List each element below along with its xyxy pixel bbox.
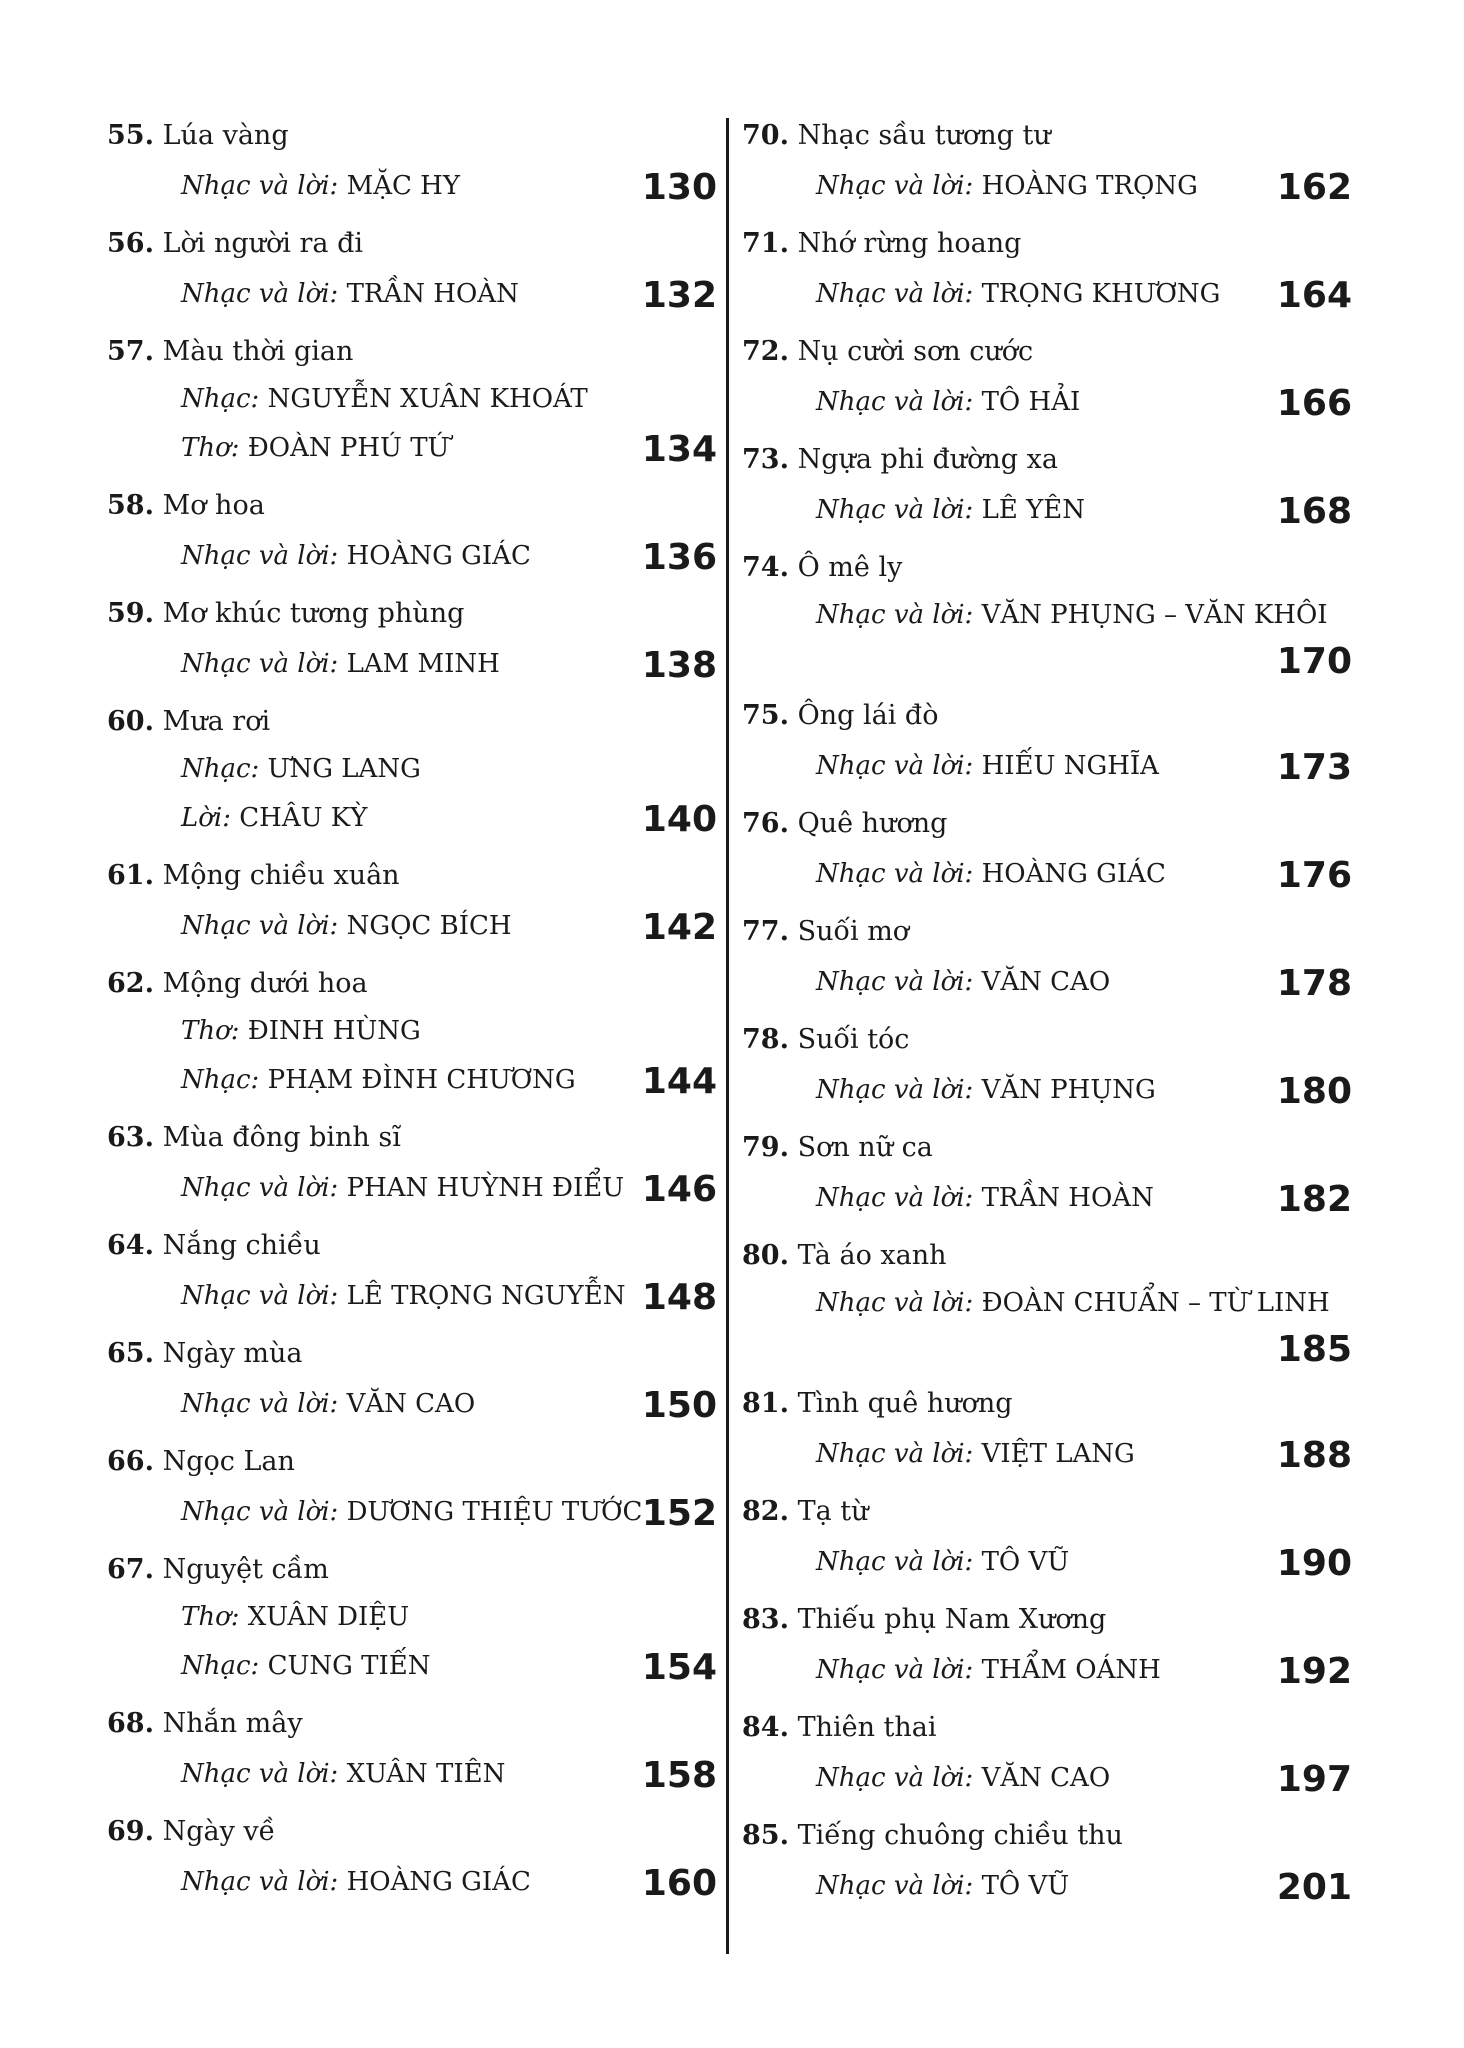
- entry-title: Mơ khúc tương phùng: [162, 598, 465, 629]
- entry-title-line: [742, 328, 1352, 376]
- toc-entry: [107, 482, 717, 582]
- page-number: 190: [1276, 1543, 1352, 1584]
- page-number: 178: [1276, 963, 1352, 1004]
- entry-title-line: [107, 112, 717, 160]
- credit-name: XUÂN TIÊN: [346, 1759, 506, 1789]
- credit-line: [107, 900, 717, 952]
- page-number: 162: [1276, 167, 1352, 208]
- toc-entry: [742, 1380, 1352, 1480]
- entry-title-line: [742, 1380, 1352, 1428]
- credit-line: [742, 1536, 1352, 1588]
- toc-entry: [742, 112, 1352, 212]
- credit-line: [742, 1860, 1352, 1912]
- credit-name: TÔ VŨ: [981, 1871, 1070, 1901]
- page-number: 136: [641, 537, 717, 578]
- entry-number: 61.: [107, 860, 154, 891]
- credit-line: [107, 1640, 717, 1692]
- credit-line: [107, 792, 717, 844]
- credit-name: PHAN HUỲNH ĐIỂU: [346, 1173, 625, 1203]
- entry-title: Ông lái đò: [797, 700, 939, 731]
- entry-number: 79.: [742, 1132, 789, 1163]
- toc-entry: [107, 328, 717, 474]
- credit-name: LAM MINH: [346, 649, 500, 679]
- toc-entry: [742, 1124, 1352, 1224]
- credit-role: Nhạc và lời:: [181, 911, 339, 941]
- page-number: 144: [641, 1061, 717, 1102]
- entry-number: 85.: [742, 1820, 789, 1851]
- credit-name: HOÀNG GIÁC: [346, 1867, 531, 1897]
- toc-column-right: [742, 112, 1352, 1912]
- credit-role: Thơ:: [181, 1602, 240, 1632]
- credit-line: [107, 376, 717, 422]
- credit-name: HOÀNG GIÁC: [981, 859, 1166, 889]
- credit-role: Lời:: [181, 803, 231, 833]
- entry-title-line: [107, 1222, 717, 1270]
- credit-role: Nhạc và lời:: [181, 649, 339, 679]
- credit-role: Nhạc và lời:: [816, 495, 974, 525]
- toc-entry: [742, 1016, 1352, 1116]
- entry-title-line: [107, 1330, 717, 1378]
- entry-title: Tà áo xanh: [797, 1240, 947, 1271]
- entry-title: Tiếng chuông chiều thu: [797, 1820, 1123, 1851]
- entry-title-line: [742, 436, 1352, 484]
- entry-number: 70.: [742, 120, 789, 151]
- entry-title: Nhớ rừng hoang: [797, 228, 1022, 259]
- credit-role: Nhạc và lời:: [181, 1759, 339, 1789]
- entry-title-line: [107, 1114, 717, 1162]
- credit-line: [107, 1486, 717, 1538]
- entry-title: Ngọc Lan: [162, 1446, 295, 1477]
- entry-number: 69.: [107, 1816, 154, 1847]
- credit-name: ĐINH HÙNG: [247, 1016, 421, 1046]
- credit-name: TRẦN HOÀN: [346, 279, 519, 309]
- credit-name: NGUYỄN XUÂN KHOÁT: [267, 384, 588, 414]
- credit-role: Thơ:: [181, 433, 240, 463]
- credit-role: Nhạc và lời:: [816, 1547, 974, 1577]
- page-number: 197: [1276, 1759, 1352, 1800]
- credit-name: TÔ VŨ: [981, 1547, 1070, 1577]
- credit-line: [107, 746, 717, 792]
- page-number: 188: [1276, 1435, 1352, 1476]
- entry-title: Ô mê ly: [797, 552, 903, 583]
- credit-role: Nhạc và lời:: [181, 279, 339, 309]
- credit-role: Nhạc:: [181, 1651, 260, 1681]
- credit-name: VĂN CAO: [346, 1389, 476, 1419]
- credit-line: [742, 592, 1352, 638]
- entry-number: 64.: [107, 1230, 154, 1261]
- credit-line: [742, 956, 1352, 1008]
- credit-role: Nhạc và lời:: [816, 171, 974, 201]
- page-number: 168: [1276, 491, 1352, 532]
- page-number-line: [742, 638, 1352, 684]
- entry-title-line: [742, 1232, 1352, 1280]
- page-number: 130: [641, 167, 717, 208]
- entry-number: 59.: [107, 598, 154, 629]
- entry-number: 56.: [107, 228, 154, 259]
- credit-name: NGỌC BÍCH: [346, 911, 512, 941]
- entry-title-line: [107, 1546, 717, 1594]
- entry-title-line: [742, 800, 1352, 848]
- toc-entry: [742, 436, 1352, 536]
- credit-name: DƯƠNG THIỆU TƯỚC: [346, 1497, 643, 1527]
- entry-title: Ngựa phi đường xa: [797, 444, 1058, 475]
- toc-entry: [107, 960, 717, 1106]
- credit-name: ĐOÀN PHÚ TỨ: [247, 433, 450, 463]
- page-number: 176: [1276, 855, 1352, 896]
- column-divider: [726, 118, 729, 1954]
- entry-number: 80.: [742, 1240, 789, 1271]
- entry-title: Tạ từ: [797, 1496, 869, 1527]
- credit-role: Nhạc và lời:: [181, 1867, 339, 1897]
- credit-role: Nhạc và lời:: [816, 1871, 974, 1901]
- credit-line: [742, 1752, 1352, 1804]
- credit-role: Nhạc và lời:: [181, 1389, 339, 1419]
- toc-entry: [742, 692, 1352, 792]
- credit-name: HOÀNG GIÁC: [346, 541, 531, 571]
- credit-name: TÔ HẢI: [981, 387, 1081, 417]
- toc-entry: [742, 328, 1352, 428]
- credit-role: Nhạc:: [181, 1065, 260, 1095]
- entry-title-line: [107, 960, 717, 1008]
- page-number: 146: [641, 1169, 717, 1210]
- credit-line: [107, 638, 717, 690]
- entry-title-line: [107, 328, 717, 376]
- entry-title-line: [107, 1808, 717, 1856]
- entry-number: 83.: [742, 1604, 789, 1635]
- entry-number: 71.: [742, 228, 789, 259]
- page-number: 152: [641, 1493, 717, 1534]
- credit-role: Nhạc và lời:: [816, 1288, 974, 1318]
- entry-number: 57.: [107, 336, 154, 367]
- entry-title: Ngày mùa: [162, 1338, 303, 1369]
- page-number-line: [742, 1326, 1352, 1372]
- entry-number: 62.: [107, 968, 154, 999]
- credit-name: THẨM OÁNH: [981, 1655, 1161, 1685]
- entry-title-line: [107, 698, 717, 746]
- credit-line: [742, 740, 1352, 792]
- credit-name: XUÂN DIỆU: [247, 1602, 410, 1632]
- page-number: 180: [1276, 1071, 1352, 1112]
- toc-entry: [742, 800, 1352, 900]
- credit-role: Nhạc và lời:: [816, 859, 974, 889]
- credit-line: [742, 1172, 1352, 1224]
- toc-entry: [107, 852, 717, 952]
- credit-role: Nhạc và lời:: [816, 387, 974, 417]
- entry-title-line: [107, 852, 717, 900]
- entry-number: 68.: [107, 1708, 154, 1739]
- credit-name: CUNG TIẾN: [267, 1651, 431, 1681]
- credit-role: Nhạc và lời:: [181, 1497, 339, 1527]
- credit-line: [107, 1594, 717, 1640]
- entry-title-line: [742, 1124, 1352, 1172]
- page-number: 160: [641, 1863, 717, 1904]
- entry-title: Lời người ra đi: [162, 228, 364, 259]
- page-number: 142: [641, 907, 717, 948]
- page-number: 192: [1276, 1651, 1352, 1692]
- credit-name: VĂN PHỤNG – VĂN KHÔI: [981, 600, 1328, 630]
- credit-line: [107, 1162, 717, 1214]
- credit-role: Nhạc và lời:: [181, 171, 339, 201]
- credit-role: Nhạc và lời:: [816, 1655, 974, 1685]
- credit-line: [107, 1856, 717, 1908]
- entry-title-line: [107, 1700, 717, 1748]
- toc-entry: [742, 1232, 1352, 1372]
- credit-line: [742, 1280, 1352, 1326]
- credit-role: Nhạc và lời:: [816, 1439, 974, 1469]
- toc-entry: [107, 1330, 717, 1430]
- page-number: 154: [641, 1647, 717, 1688]
- credit-line: [107, 1054, 717, 1106]
- credit-name: ƯNG LANG: [267, 754, 421, 784]
- credit-name: LÊ TRỌNG NGUYỄN: [346, 1281, 626, 1311]
- entry-title-line: [107, 1438, 717, 1486]
- credit-role: Nhạc:: [181, 754, 260, 784]
- credit-role: Nhạc và lời:: [181, 541, 339, 571]
- toc-column-left: [107, 112, 717, 1908]
- entry-title-line: [742, 1704, 1352, 1752]
- entry-number: 67.: [107, 1554, 154, 1585]
- entry-number: 63.: [107, 1122, 154, 1153]
- entry-title: Lúa vàng: [162, 120, 289, 151]
- page-number: 158: [641, 1755, 717, 1796]
- entry-title: Nguyệt cầm: [162, 1554, 329, 1585]
- entry-title-line: [742, 112, 1352, 160]
- entry-title: Nụ cười sơn cước: [797, 336, 1034, 367]
- entry-title-line: [742, 908, 1352, 956]
- entry-title-line: [742, 1596, 1352, 1644]
- credit-line: [742, 848, 1352, 900]
- toc-entry: [107, 590, 717, 690]
- toc-entry: [742, 544, 1352, 684]
- credit-role: Nhạc và lời:: [816, 1183, 974, 1213]
- credit-role: Thơ:: [181, 1016, 240, 1046]
- credit-role: Nhạc và lời:: [181, 1281, 339, 1311]
- entry-title: Quê hương: [797, 808, 948, 839]
- entry-title: Tình quê hương: [797, 1388, 1013, 1419]
- entry-title-line: [107, 482, 717, 530]
- credit-role: Nhạc:: [181, 384, 260, 414]
- entry-number: 75.: [742, 700, 789, 731]
- toc-entry: [107, 220, 717, 320]
- credit-name: MẶC HY: [346, 171, 460, 201]
- credit-name: VĂN CAO: [981, 967, 1111, 997]
- entry-number: 77.: [742, 916, 789, 947]
- credit-line: [742, 160, 1352, 212]
- entry-title: Suối mơ: [797, 916, 910, 947]
- credit-role: Nhạc và lời:: [816, 1075, 974, 1105]
- entry-title-line: [742, 1016, 1352, 1064]
- toc-entry: [107, 112, 717, 212]
- toc-entry: [742, 1704, 1352, 1804]
- entry-title-line: [742, 1488, 1352, 1536]
- credit-line: [742, 376, 1352, 428]
- entry-title: Mộng chiều xuân: [162, 860, 400, 891]
- toc-entry: [742, 1596, 1352, 1696]
- credit-line: [742, 268, 1352, 320]
- entry-title: Suối tóc: [797, 1024, 910, 1055]
- toc-entry: [742, 1812, 1352, 1912]
- credit-name: VĂN PHỤNG: [981, 1075, 1156, 1105]
- toc-entry: [107, 698, 717, 844]
- entry-title: Mưa rơi: [162, 706, 271, 737]
- entry-number: 65.: [107, 1338, 154, 1369]
- credit-role: Nhạc và lời:: [816, 279, 974, 309]
- credit-name: PHẠM ĐÌNH CHƯƠNG: [267, 1065, 576, 1095]
- entry-title: Ngày về: [162, 1816, 276, 1847]
- page-number: 148: [641, 1277, 717, 1318]
- toc-entry: [107, 1700, 717, 1800]
- entry-number: 55.: [107, 120, 154, 151]
- page-number: 182: [1276, 1179, 1352, 1220]
- credit-line: [742, 1064, 1352, 1116]
- credit-name: VĂN CAO: [981, 1763, 1111, 1793]
- page-number: 166: [1276, 383, 1352, 424]
- credit-line: [742, 1644, 1352, 1696]
- page-number: 134: [641, 429, 717, 470]
- entry-title: Mùa đông binh sĩ: [162, 1122, 401, 1153]
- page-number: 140: [641, 799, 717, 840]
- toc-entry: [107, 1546, 717, 1692]
- entry-title-line: [742, 692, 1352, 740]
- credit-role: Nhạc và lời:: [816, 751, 974, 781]
- credit-role: Nhạc và lời:: [181, 1173, 339, 1203]
- credit-role: Nhạc và lời:: [816, 1763, 974, 1793]
- toc-entry: [742, 908, 1352, 1008]
- entry-title-line: [107, 590, 717, 638]
- credit-line: [107, 160, 717, 212]
- entry-title: Nhạc sầu tương tư: [797, 120, 1051, 151]
- entry-title: Mộng dưới hoa: [162, 968, 368, 999]
- entry-number: 73.: [742, 444, 789, 475]
- toc-entry: [107, 1808, 717, 1908]
- entry-number: 78.: [742, 1024, 789, 1055]
- page-number: 173: [1276, 747, 1352, 788]
- credit-name: LÊ YÊN: [981, 495, 1085, 525]
- entry-title-line: [107, 220, 717, 268]
- page-number: 164: [1276, 275, 1352, 316]
- credit-name: HOÀNG TRỌNG: [981, 171, 1198, 201]
- entry-number: 58.: [107, 490, 154, 521]
- entry-number: 74.: [742, 552, 789, 583]
- entry-title: Nắng chiều: [162, 1230, 321, 1261]
- credit-role: Nhạc và lời:: [816, 967, 974, 997]
- page-number: 138: [641, 645, 717, 686]
- entry-title-line: [742, 544, 1352, 592]
- credit-line: [107, 1748, 717, 1800]
- credit-name: HIẾU NGHĨA: [981, 751, 1159, 781]
- credit-name: CHÂU KỲ: [239, 803, 368, 833]
- entry-title-line: [742, 1812, 1352, 1860]
- toc-entry: [107, 1438, 717, 1538]
- entry-number: 84.: [742, 1712, 789, 1743]
- credit-name: ĐOÀN CHUẨN – TỪ LINH: [981, 1288, 1330, 1318]
- entry-number: 60.: [107, 706, 154, 737]
- toc-entry: [107, 1114, 717, 1214]
- credit-line: [742, 484, 1352, 536]
- page-number: 185: [1276, 1329, 1352, 1370]
- entry-title: Nhắn mây: [162, 1708, 303, 1739]
- entry-number: 76.: [742, 808, 789, 839]
- credit-line: [107, 268, 717, 320]
- credit-name: TRẦN HOÀN: [981, 1183, 1154, 1213]
- credit-line: [107, 1008, 717, 1054]
- entry-title-line: [742, 220, 1352, 268]
- credit-line: [742, 1428, 1352, 1480]
- entry-number: 81.: [742, 1388, 789, 1419]
- entry-number: 82.: [742, 1496, 789, 1527]
- credit-role: Nhạc và lời:: [816, 600, 974, 630]
- toc-entry: [107, 1222, 717, 1322]
- credit-line: [107, 1270, 717, 1322]
- credit-name: TRỌNG KHƯƠNG: [981, 279, 1221, 309]
- toc-entry: [742, 1488, 1352, 1588]
- entry-title: Màu thời gian: [162, 336, 354, 367]
- entry-number: 72.: [742, 336, 789, 367]
- credit-line: [107, 1378, 717, 1430]
- entry-title: Thiên thai: [797, 1712, 937, 1743]
- credit-line: [107, 530, 717, 582]
- entry-title: Thiếu phụ Nam Xương: [797, 1604, 1107, 1635]
- page-number: 170: [1276, 641, 1352, 682]
- page-number: 132: [641, 275, 717, 316]
- entry-number: 66.: [107, 1446, 154, 1477]
- credit-line: [107, 422, 717, 474]
- credit-name: VIỆT LANG: [981, 1439, 1135, 1469]
- toc-entry: [742, 220, 1352, 320]
- entry-title: Sơn nữ ca: [797, 1132, 933, 1163]
- page-number: 150: [641, 1385, 717, 1426]
- entry-title: Mơ hoa: [162, 490, 265, 521]
- page-number: 201: [1276, 1867, 1352, 1908]
